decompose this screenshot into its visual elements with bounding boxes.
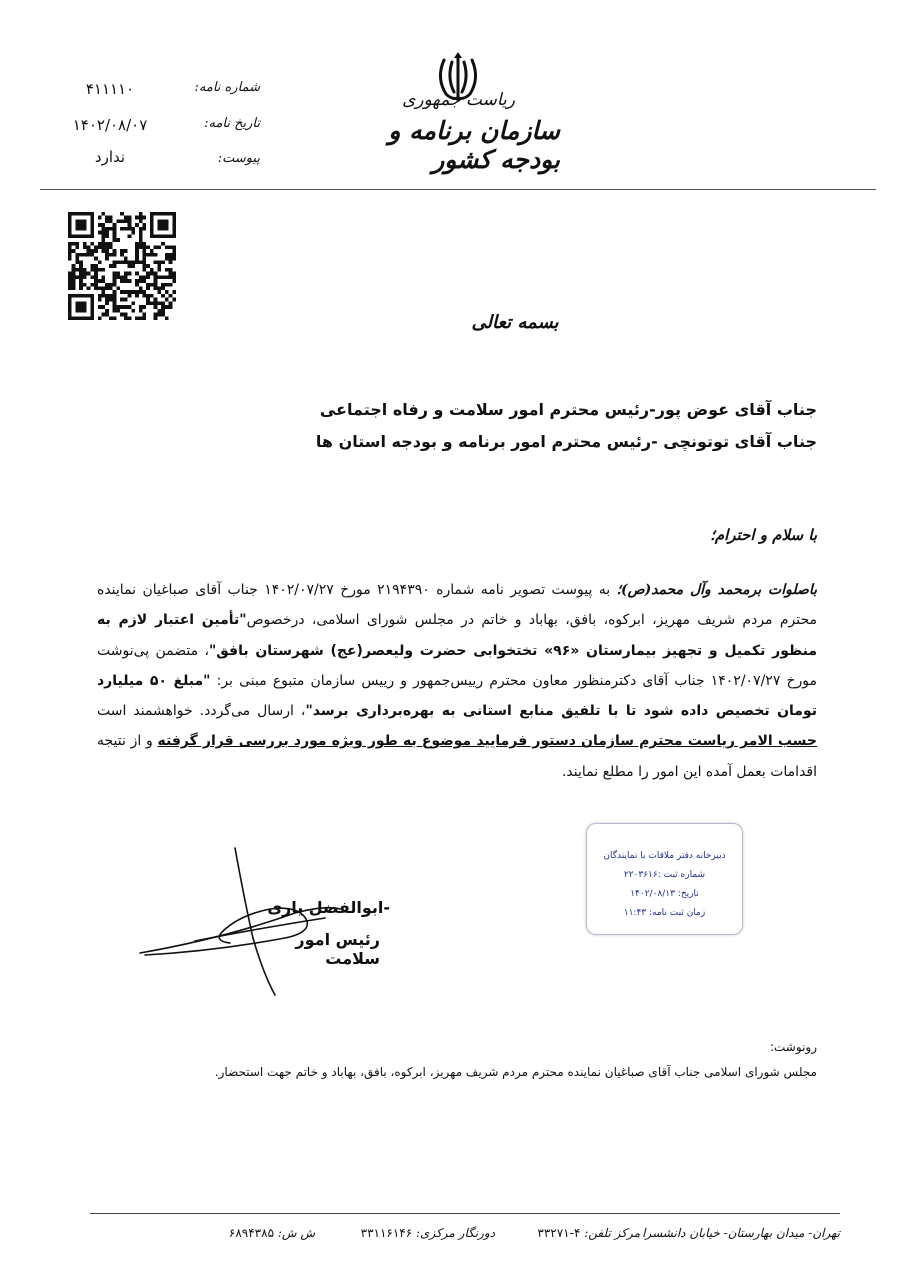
stamp-date: تاریخ: ۱۴۰۲/۰۸/۱۳ (630, 889, 699, 899)
letter-number-label: شماره نامه: (194, 80, 260, 95)
stamp-reg-number: شماره ثبت :۲۲۰۳۶۱۶ (623, 870, 706, 880)
footer-phone-label: مرکز تلفن: (584, 1226, 640, 1240)
letter-body (97, 575, 817, 787)
body-text: ، ارسال می‌گردد. خواهشمند است (97, 703, 306, 720)
body-text: ، متضمن پی‌نوشت مورخ ۱۴۰۲/۰۷/۲۷ جناب آقای دکترمنظور معاون محترم رییس‌جمهور و رییس سازمان متبوع مبنی بر: (97, 642, 817, 689)
header-divider (40, 189, 876, 190)
footer-ss-value: ۶۸۹۴۳۸۵ (228, 1226, 275, 1240)
letter-number-value: ۴۱۱۱۱۰ (85, 80, 135, 98)
greeting: با سلام و احترام؛ (710, 526, 817, 544)
stamp-office: دبیرخانه دفتر ملاقات با نمایندگان (603, 851, 726, 861)
footer-ss-label: ش ش: (277, 1226, 315, 1240)
body-request: حسب الامر ریاست محترم سازمان دستور فرمایید موضوع به طور ویژه مورد بررسی قرار گرفته (157, 733, 817, 750)
letter-date-value: ۱۴۰۲/۰۸/۰۷ (72, 116, 148, 134)
besmeh-heading: بسمه تعالی (471, 312, 559, 333)
qr-code-icon (68, 212, 176, 320)
footer-fax (361, 1226, 495, 1240)
letter-date-label: تاریخ نامه: (204, 116, 260, 131)
recipient-line: جناب آقای عوض پور-رئیس محترم امور سلامت و رفاه اجتماعی (319, 400, 817, 419)
footer-divider (90, 1213, 840, 1214)
signer-name: -ابوالفضل یاری (267, 898, 390, 917)
registration-stamp (586, 823, 743, 935)
attachment-label: پیوست: (217, 151, 260, 166)
body-quote: "مبلغ ۵۰ میلیارد تومان تخصیص داده شود تا با تلفیق منابع استانی به بهره‌برداری برسد" (97, 672, 817, 720)
footer-phone-value: ۴-۳۳۲۷۱ (537, 1226, 581, 1240)
recipient-line: جناب آقای توتونچی -رئیس محترم امور برنامه و بودجه استان ها (315, 432, 817, 451)
signer-title: رئیس امور سلامت (295, 930, 380, 968)
handwritten-signature (135, 843, 375, 998)
org-name: سازمان برنامه و بودجه کشور (388, 116, 560, 174)
attachment-value: ندارد (94, 148, 126, 166)
body-salutation: باصلوات برمحمد وآل محمد(ص)؛ (616, 582, 818, 598)
body-subject: "تأمین اعتبار لازم به منظور تکمیل و تجهیز بیمارستان «۹۶» تختخوابی حضرت ولیعصر(عج) شهرستان بافق" (97, 612, 818, 659)
footer (90, 1226, 840, 1250)
stamp-time: زمان ثبت نامه: ۱۱:۴۳ (623, 908, 706, 918)
org-parent-name: ریاست جمهوری (402, 90, 515, 110)
cc-text: مجلس شورای اسلامی جناب آقای صباغیان نماینده محترم مردم شریف مهریز، ابرکوه، بافق، بهاباد و خاتم جهت استحضار. (214, 1065, 817, 1079)
footer-fax-label: دورنگار مرکزی: (416, 1226, 495, 1240)
footer-ss (229, 1226, 315, 1240)
footer-fax-value: ۳۳۱۱۶۱۴۶ (360, 1226, 413, 1240)
body-text: به پیوست تصویر نامه شماره ۲۱۹۴۳۹۰ مورخ ۱۴۰۲/۰۷/۲۷ جناب آقای صباغیان نماینده محترم مردم شریف مهریز، ابرکوه، بافق، بهاباد و خاتم در مجلس شورای اسلامی، درخصوص (97, 582, 818, 629)
cc-label: رونوشت: (769, 1040, 817, 1054)
body-text: و از نتیجه اقدامات بعمل آمده این امور را مطلع نمایند. (97, 733, 817, 780)
footer-address: تهران- میدان بهارستان- خیابان دانشسرا (642, 1226, 840, 1240)
footer-phone (537, 1226, 640, 1240)
